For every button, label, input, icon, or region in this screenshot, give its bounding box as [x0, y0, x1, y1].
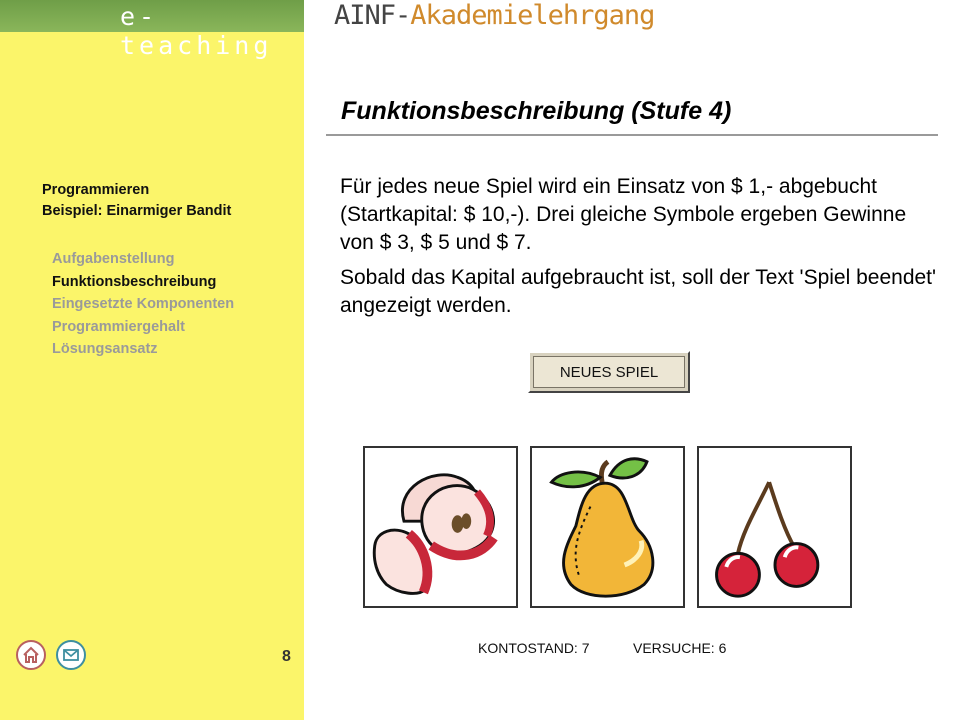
brand-logo: e-teaching — [120, 2, 273, 60]
header-title-prefix: AINF- — [334, 0, 411, 31]
nav-item-aufgabenstellung[interactable]: Aufgabenstellung — [52, 251, 175, 267]
mail-icon[interactable] — [56, 640, 86, 670]
paragraph-game-over: Sobald das Kapital aufgebraucht ist, soll der Text 'Spiel beendet' angezeigt werden. — [340, 266, 937, 317]
header-title — [334, 0, 654, 31]
slot-apple — [363, 446, 518, 608]
nav-items — [52, 248, 300, 361]
nav-section-title[interactable]: Programmieren — [42, 182, 150, 198]
page-number: 8 — [282, 648, 291, 665]
balance-label: KONTOSTAND: 7 — [478, 640, 590, 656]
slot-pear — [530, 446, 685, 608]
nav-section — [42, 180, 300, 222]
brand-bar — [0, 0, 304, 60]
nav-item-funktionsbeschreibung[interactable]: Funktionsbeschreibung — [52, 273, 217, 290]
sidebar — [0, 0, 304, 720]
new-game-button-label[interactable]: NEUES SPIEL — [533, 356, 685, 388]
title-divider — [326, 134, 938, 136]
header-title-name: Akademielehrgang — [410, 0, 655, 31]
nav-subsection-title[interactable]: Beispiel: Einarmiger Bandit — [42, 203, 232, 219]
paragraph-rules: Für jedes neue Spiel wird ein Einsatz von $ 1,- abgebucht (Startkapital: $ 10,-). Drei gleiche Symbole ergeben Gewinne von $ 3, $ 5 und $ 7. — [340, 175, 907, 254]
attempts-label: VERSUCHE: 6 — [633, 640, 727, 656]
slot-cherry — [697, 446, 852, 608]
cherry-icon — [699, 448, 850, 606]
slide-title: Funktionsbeschreibung (Stufe 4) — [341, 97, 732, 125]
nav-item-loesungsansatz[interactable]: Lösungsansatz — [52, 341, 158, 357]
slide-body — [340, 173, 940, 327]
new-game-button[interactable] — [528, 351, 690, 393]
nav-item-programmiergehalt[interactable]: Programmiergehalt — [52, 318, 185, 335]
apple-icon — [365, 448, 516, 606]
nav-item-eingesetzte-komponenten[interactable]: Eingesetzte Komponenten — [52, 296, 235, 312]
pear-icon — [532, 448, 683, 606]
home-icon[interactable] — [16, 640, 46, 670]
